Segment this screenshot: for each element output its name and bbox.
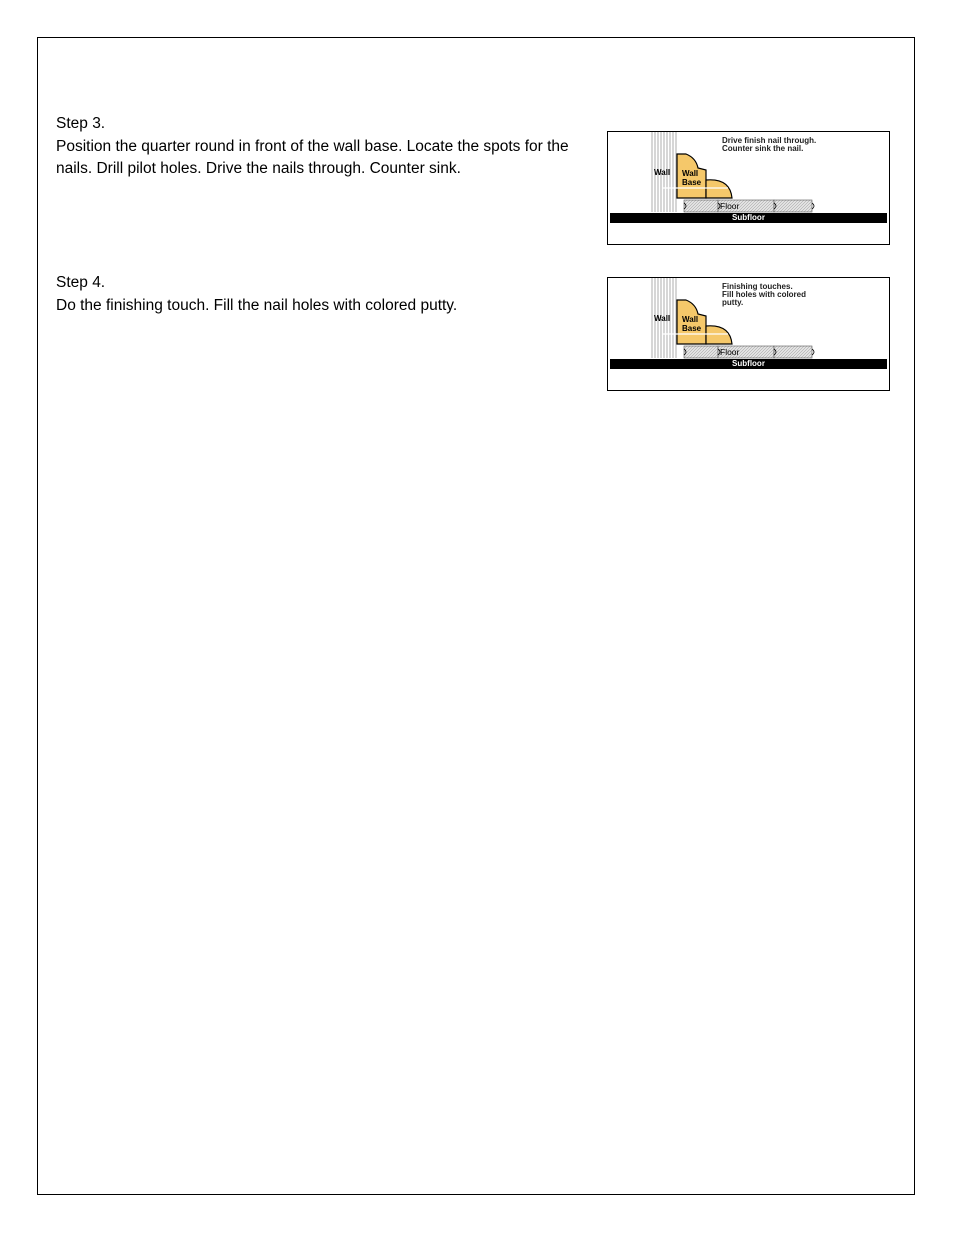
wall-base-label-line-1: Wall [682, 169, 699, 178]
wall-base-label-line-1: Wall [682, 315, 699, 324]
subfloor-label: Subfloor [732, 213, 765, 222]
floor-planks [684, 200, 814, 212]
wall-base-label-line-2: Base [682, 177, 702, 187]
floor-planks [684, 346, 814, 358]
quarter-round-shape [706, 180, 732, 198]
floor-label: Floor [720, 201, 740, 211]
step-3-caption-line-2: Counter sink the nail. [722, 144, 804, 153]
wall-label: Wall [654, 168, 671, 177]
subfloor-label: Subfloor [732, 359, 765, 368]
step-4-caption-line-1: Finishing touches. [722, 282, 793, 291]
wall-base-label-line-2: Base [682, 323, 702, 333]
step-4-diagram [607, 277, 890, 391]
step-4-caption-line-3: putty. [722, 298, 744, 307]
step-4-text: Do the finishing touch. Fill the nail holes with colored putty. [56, 296, 458, 314]
quarter-round-shape [706, 326, 732, 344]
step-4-caption-line-2: Fill holes with colored [722, 290, 807, 299]
step-3-caption-line-1: Drive finish nail through. [722, 136, 817, 145]
step-4 [56, 272, 591, 317]
floor-label: Floor [720, 347, 740, 357]
step-3-diagram [607, 131, 890, 245]
step-3 [56, 113, 591, 181]
wall-label: Wall [654, 314, 671, 323]
wall-base-label [682, 316, 701, 333]
step-3-text: Position the quarter round in front of the wall base. Locate the spots for the nails. Drill pilot holes. Drive the nails through. Counter sink. [56, 137, 569, 177]
step-4-title: Step 4. [56, 274, 106, 291]
step-3-title: Step 3. [56, 115, 106, 132]
wall-base-label [682, 170, 701, 187]
